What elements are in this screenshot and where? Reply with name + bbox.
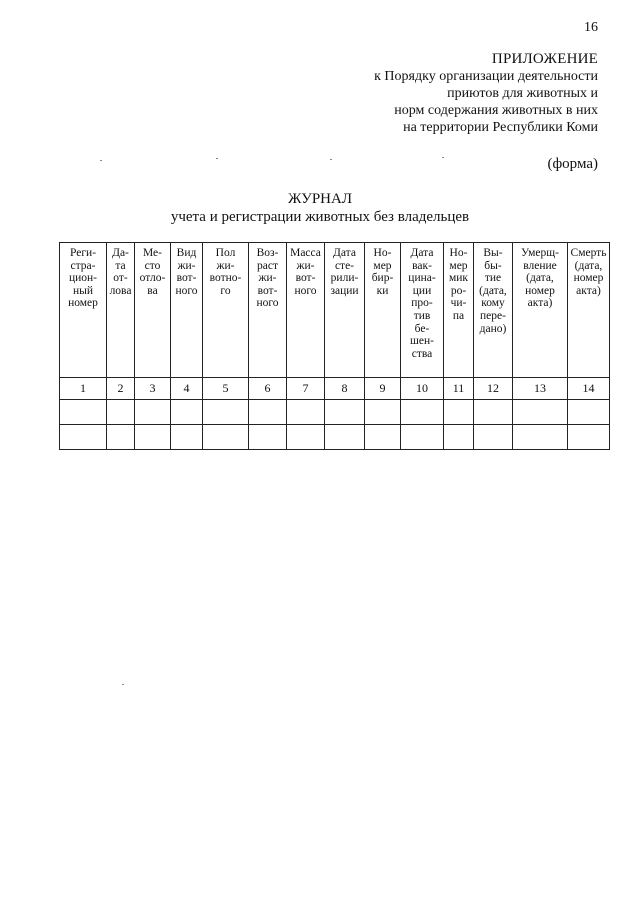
col-header-disposal: Вы- бы- тие (дата, кому пере- дано) (474, 243, 513, 378)
empty-cell (401, 400, 444, 425)
journal-subtitle: учета и регистрации животных без владельцев (170, 209, 470, 225)
col-header-capture-date: Да- та от- лова (107, 243, 135, 378)
empty-cell (401, 425, 444, 450)
column-number: 14 (568, 378, 610, 400)
scan-speck (216, 158, 218, 159)
empty-cell (325, 425, 365, 450)
empty-cell (444, 400, 474, 425)
column-number: 13 (513, 378, 568, 400)
empty-cell (249, 425, 287, 450)
empty-table-row (60, 400, 610, 425)
empty-cell (287, 425, 325, 450)
empty-cell (513, 400, 568, 425)
appendix-block (374, 51, 598, 136)
scan-speck (330, 159, 332, 160)
column-number: 12 (474, 378, 513, 400)
empty-table-row (60, 425, 610, 450)
col-header-sterilization-date: Дата сте- рили- зации (325, 243, 365, 378)
journal-heading (0, 190, 640, 226)
empty-cell (474, 425, 513, 450)
empty-cell (444, 425, 474, 450)
form-label: (форма) (547, 156, 598, 172)
empty-cell (203, 400, 249, 425)
column-number: 7 (287, 378, 325, 400)
column-number: 9 (365, 378, 401, 400)
column-number: 5 (203, 378, 249, 400)
empty-cell (513, 425, 568, 450)
empty-cell (135, 400, 171, 425)
appendix-line: на территории Республики Коми (403, 120, 598, 135)
appendix-line: к Порядку организации деятельности (374, 69, 598, 84)
scan-speck (122, 684, 124, 685)
empty-cell (60, 425, 107, 450)
empty-cell (60, 400, 107, 425)
empty-cell (365, 400, 401, 425)
col-header-tag-number: Но- мер бир- ки (365, 243, 401, 378)
journal-table (59, 242, 610, 450)
empty-cell (171, 400, 203, 425)
empty-cell (203, 425, 249, 450)
column-number: 3 (135, 378, 171, 400)
empty-cell (135, 425, 171, 450)
empty-cell (287, 400, 325, 425)
journal-title: ЖУРНАЛ (287, 191, 353, 207)
col-header-capture-place: Ме- сто отло- ва (135, 243, 171, 378)
column-number: 1 (60, 378, 107, 400)
col-header-death: Смерть (дата, номер акта) (568, 243, 610, 378)
col-header-animal-sex: Пол жи- вотно- го (203, 243, 249, 378)
col-header-animal-species: Вид жи- вот- ного (171, 243, 203, 378)
appendix-title: ПРИЛОЖЕНИЕ (491, 51, 598, 67)
table-header-row (60, 243, 610, 378)
empty-cell (249, 400, 287, 425)
page-number: 16 (584, 20, 598, 35)
appendix-line: норм содержания животных в них (394, 103, 598, 118)
col-header-microchip-number: Но- мер мик ро- чи- па (444, 243, 474, 378)
empty-cell (107, 400, 135, 425)
col-header-rabies-vaccination-date: Дата вак- цина- ции про- тив бе- шен- ства (401, 243, 444, 378)
scan-speck (100, 160, 102, 161)
col-header-animal-age: Воз- раст жи- вот- ного (249, 243, 287, 378)
empty-cell (171, 425, 203, 450)
col-header-registration-number: Реги- стра- цион- ный номер (60, 243, 107, 378)
empty-cell (325, 400, 365, 425)
column-numbers-row (60, 378, 610, 400)
empty-cell (568, 425, 610, 450)
empty-cell (107, 425, 135, 450)
col-header-euthanasia: Умерщ- вление (дата, номер акта) (513, 243, 568, 378)
empty-cell (568, 400, 610, 425)
empty-cell (474, 400, 513, 425)
column-number: 8 (325, 378, 365, 400)
column-number: 6 (249, 378, 287, 400)
column-number: 2 (107, 378, 135, 400)
empty-cell (365, 425, 401, 450)
column-number: 4 (171, 378, 203, 400)
column-number: 11 (444, 378, 474, 400)
column-number: 10 (401, 378, 444, 400)
appendix-line: приютов для животных и (447, 86, 598, 101)
col-header-animal-weight: Масса жи- вот- ного (287, 243, 325, 378)
scan-speck (442, 157, 444, 158)
